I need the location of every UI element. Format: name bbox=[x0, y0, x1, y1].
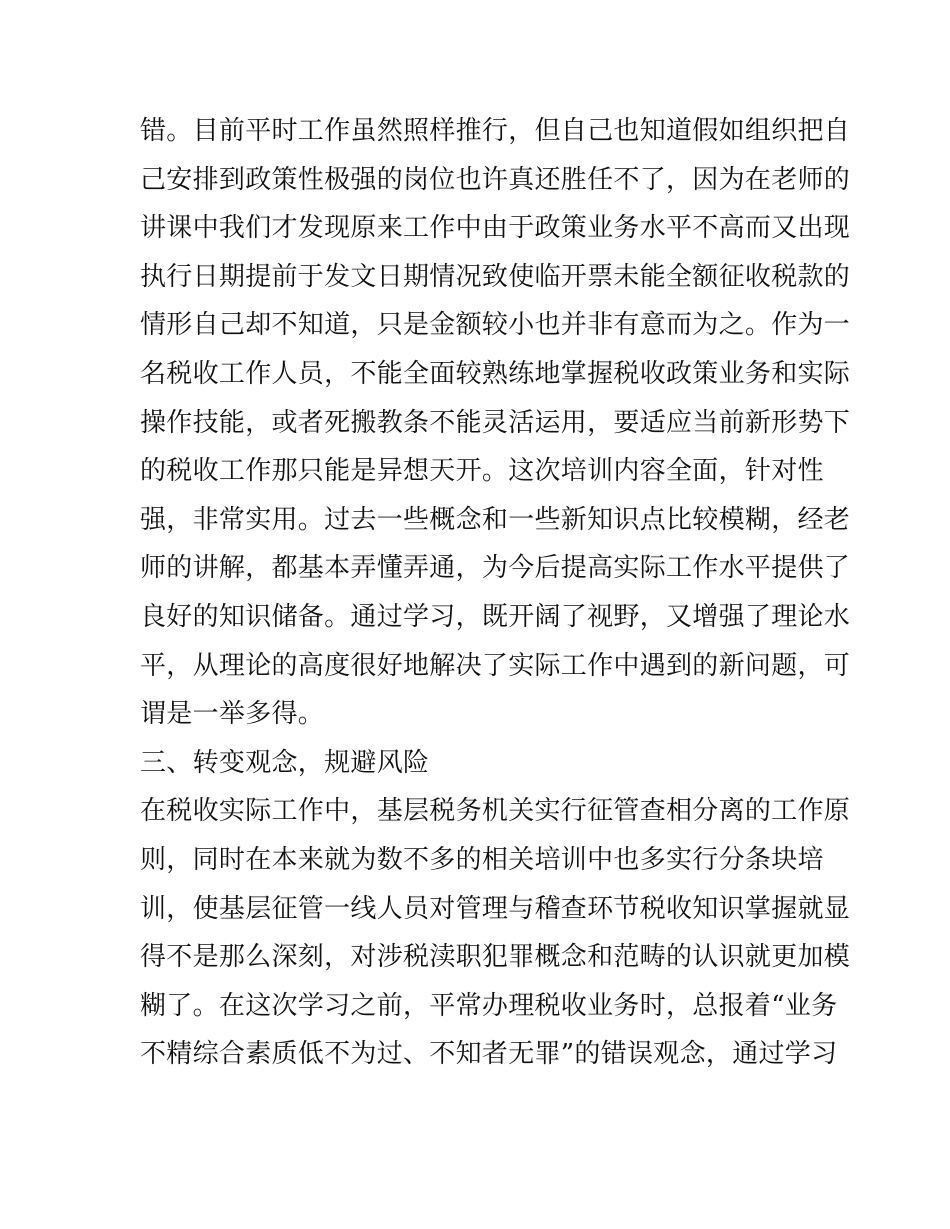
text-line: 良好的知识储备。通过学习，既开阔了视野，又增强了理论水 bbox=[140, 601, 851, 632]
text-line: 强，非常实用。过去一些概念和一些新知识点比较模糊，经老 bbox=[140, 504, 851, 535]
text-line: 情形自己却不知道，只是金额较小也并非有意而为之。作为一 bbox=[140, 310, 851, 341]
text-line: 错。目前平时工作虽然照样推行，但自己也知道假如组织把自 bbox=[140, 116, 851, 146]
text-line: 在税收实际工作中，基层税务机关实行征管查相分离的工作原 bbox=[140, 796, 851, 827]
text-line: 训，使基层征管一线人员对管理与稽查环节税收知识掌握就显 bbox=[140, 893, 851, 924]
text-line: 不精综合素质低不为过、不知者无罪”的错误观念，通过学习 bbox=[140, 1039, 838, 1070]
text-line: 糊了。在这次学习之前，平常办理税收业务时，总报着“业务 bbox=[140, 990, 838, 1021]
body-text bbox=[140, 107, 851, 1079]
text-line: 师的讲解，都基本弄懂弄通，为今后提高实际工作水平提供了 bbox=[140, 553, 851, 584]
text-line: 得不是那么深刻，对涉税渎职犯罪概念和范畴的认识就更加模 bbox=[140, 942, 851, 973]
text-line: 操作技能，或者死搬教条不能灵活运用，要适应当前新形势下 bbox=[140, 407, 851, 438]
text-line: 己安排到政策性极强的岗位也许真还胜任不了，因为在老师的 bbox=[140, 164, 851, 195]
text-line: 名税收工作人员，不能全面较熟练地掌握税收政策业务和实际 bbox=[140, 358, 851, 389]
text-line: 谓是一举多得。 bbox=[140, 699, 325, 730]
text-line: 执行日期提前于发文日期情况致使临开票未能全额征收税款的 bbox=[140, 261, 851, 292]
section-heading: 三、转变观念，规避风险 bbox=[140, 747, 430, 778]
text-line: 讲课中我们才发现原来工作中由于政策业务水平不高而又出现 bbox=[140, 213, 851, 244]
text-line: 平，从理论的高度很好地解决了实际工作中遇到的新问题，可 bbox=[140, 650, 851, 681]
text-line: 的税收工作那只能是异想天开。这次培训内容全面，针对性 bbox=[140, 456, 824, 487]
text-line: 则，同时在本来就为数不多的相关培训中也多实行分条块培 bbox=[140, 844, 824, 875]
